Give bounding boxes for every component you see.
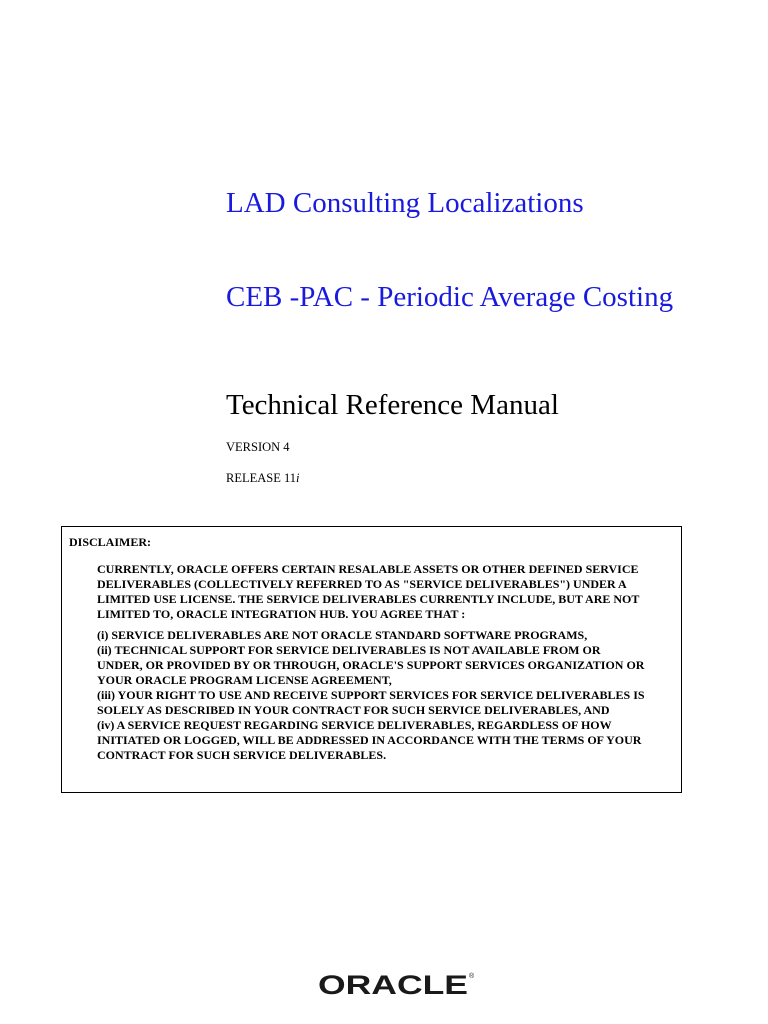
- manual-title: Technical Reference Manual: [226, 389, 559, 421]
- document-subtitle: CEB -PAC - Periodic Average Costing: [226, 281, 674, 313]
- disclaimer-box: [61, 526, 682, 793]
- disclaimer-item-line: INITIATED OR LOGGED, WILL BE ADDRESSED IN ACCORDANCE WITH THE TERMS OF YOUR: [97, 733, 642, 747]
- disclaimer-body: [97, 562, 677, 763]
- disclaimer-item-line: (i) SERVICE DELIVERABLES ARE NOT ORACLE STANDARD SOFTWARE PROGRAMS,: [97, 628, 588, 642]
- oracle-logo-text: ORACLE: [318, 970, 468, 999]
- disclaimer-intro-line: LIMITED USE LICENSE. THE SERVICE DELIVERABLES CURRENTLY INCLUDE, BUT ARE NOT: [97, 592, 640, 606]
- disclaimer-intro-line: CURRENTLY, ORACLE OFFERS CERTAIN RESALABLE ASSETS OR OTHER DEFINED SERVICE: [97, 562, 639, 576]
- disclaimer-heading: DISCLAIMER:: [69, 535, 152, 549]
- version-label: VERSION 4: [226, 440, 290, 454]
- oracle-logo: [318, 969, 476, 999]
- disclaimer-item-line: (iv) A SERVICE REQUEST REGARDING SERVICE DELIVERABLES, REGARDLESS OF HOW: [97, 718, 612, 732]
- registered-mark: ®: [469, 973, 475, 980]
- disclaimer-item-line: (ii) TECHNICAL SUPPORT FOR SERVICE DELIVERABLES IS NOT AVAILABLE FROM OR: [97, 643, 601, 657]
- release-label: [226, 470, 300, 486]
- disclaimer-item-line: SOLELY AS DESCRIBED IN YOUR CONTRACT FOR SUCH SERVICE DELIVERABLES, AND: [97, 703, 610, 717]
- release-prefix: RELEASE 11: [226, 471, 297, 485]
- disclaimer-intro-line: DELIVERABLES (COLLECTIVELY REFERRED TO AS "SERVICE DELIVERABLES") UNDER A: [97, 577, 627, 591]
- disclaimer-item-line: UNDER, OR PROVIDED BY OR THROUGH, ORACLE'S SUPPORT SERVICES ORGANIZATION OR: [97, 658, 645, 672]
- document-title: LAD Consulting Localizations: [226, 187, 584, 219]
- disclaimer-intro-line: LIMITED TO, ORACLE INTEGRATION HUB. YOU AGREE THAT :: [97, 607, 466, 621]
- release-suffix: i: [296, 471, 300, 485]
- disclaimer-item-line: YOUR ORACLE PROGRAM LICENSE AGREEMENT,: [97, 673, 392, 687]
- disclaimer-item-line: CONTRACT FOR SUCH SERVICE DELIVERABLES.: [97, 748, 387, 762]
- disclaimer-item-line: (iii) YOUR RIGHT TO USE AND RECEIVE SUPPORT SERVICES FOR SERVICE DELIVERABLES IS: [97, 688, 645, 702]
